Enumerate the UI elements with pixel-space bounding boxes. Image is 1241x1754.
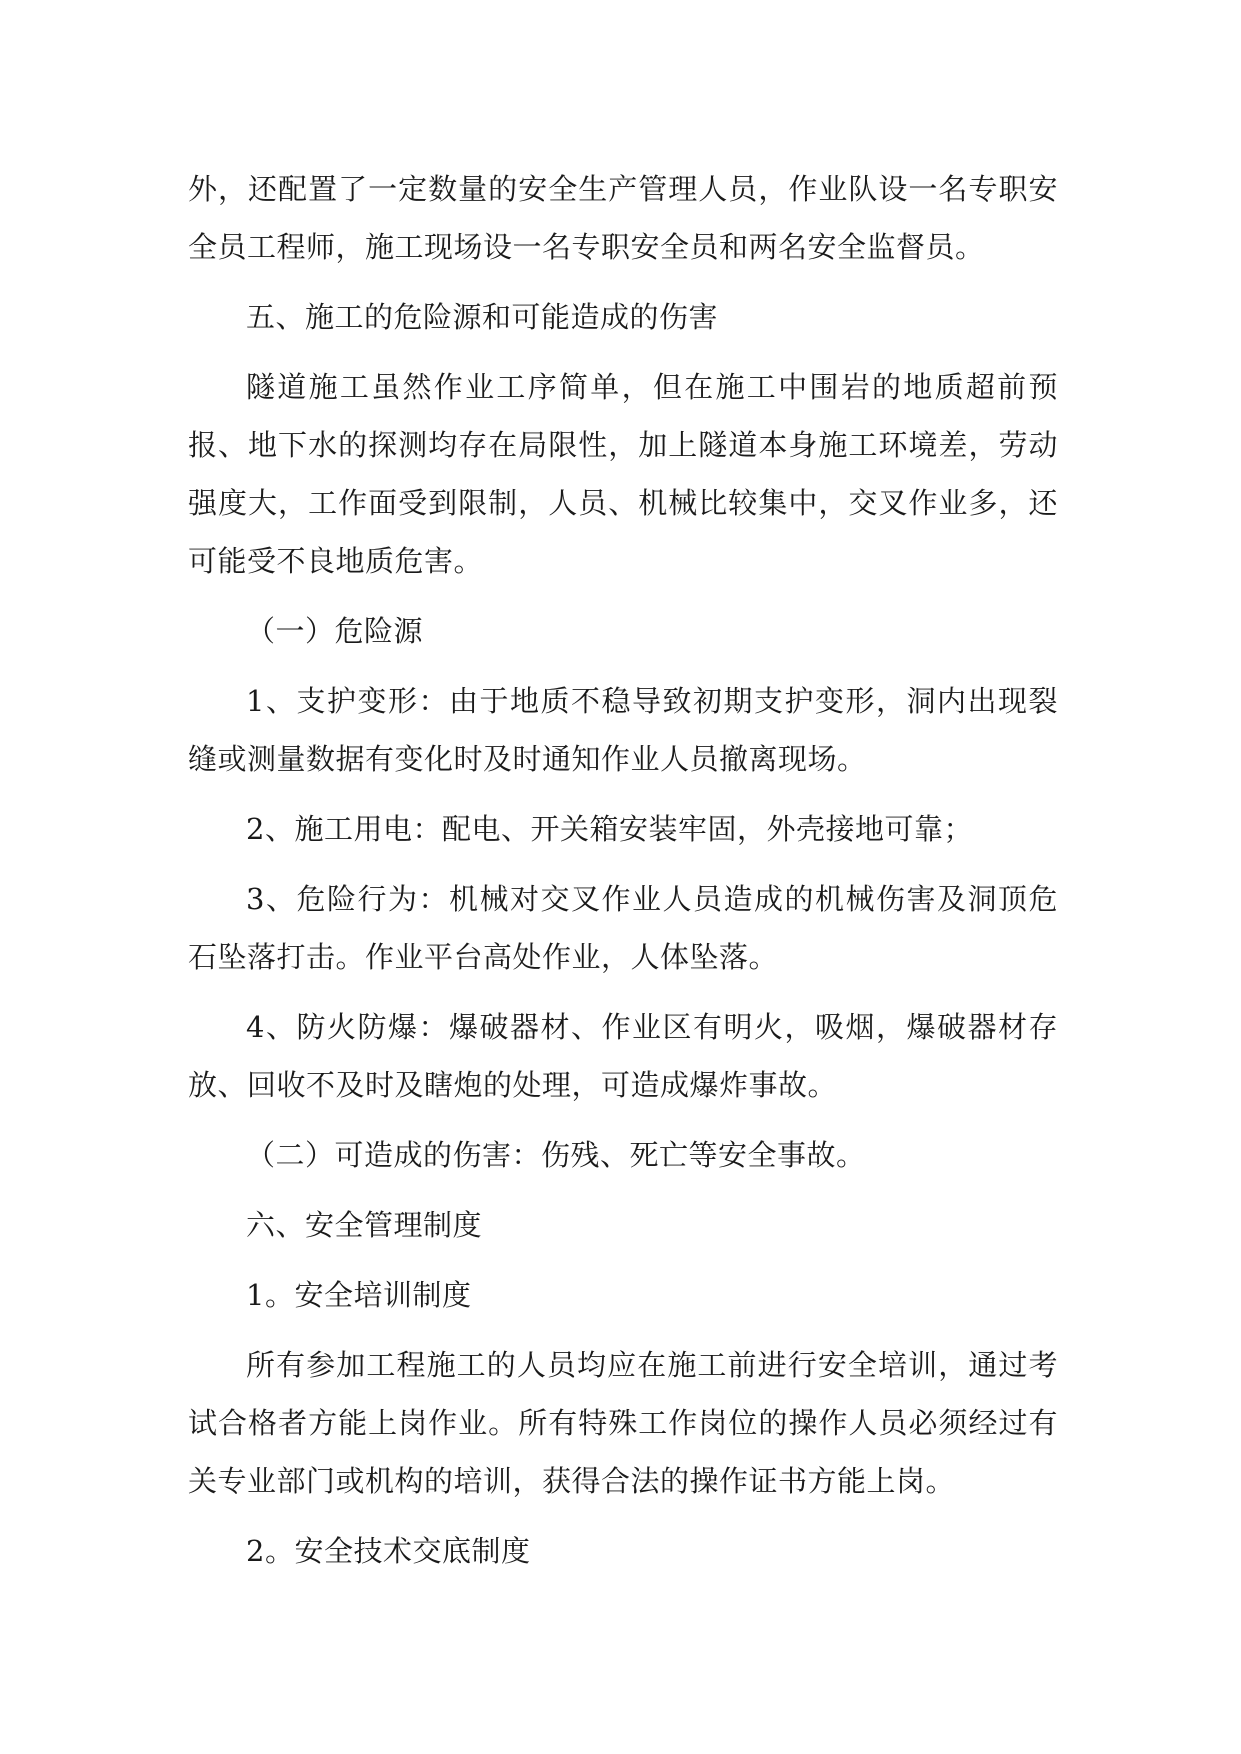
subheading-technical-briefing: 2。安全技术交底制度 xyxy=(246,1534,531,1568)
paragraph-safety-training: 所有参加工程施工的人员均应在施工前进行安全培训，通过考试合格者方能上岗作业。所有特殊工作岗位的操作人员必须经过有关专业部门或机构的培训，获得合法的操作证书方能上岗。 xyxy=(188,1348,1058,1498)
paragraph-continuation: 外，还配置了一定数量的安全生产管理人员，作业队设一名专职安全员工程师，施工现场设一名专职安全员和两名安全监督员。 xyxy=(188,172,1058,264)
paragraph-tunnel-construction: 隧道施工虽然作业工序简单，但在施工中围岩的地质超前预报、地下水的探测均存在局限性，加上隧道本身施工环境差，劳动强度大，工作面受到限制，人员、机械比较集中，交叉作业多，还可能受不良地质危害。 xyxy=(188,370,1058,578)
list-item-dangerous-behavior: 3、危险行为：机械对交叉作业人员造成的机械伤害及洞顶危石坠落打击。作业平台高处作业，人体坠落。 xyxy=(188,882,1058,974)
section-heading-safety-management: 六、安全管理制度 xyxy=(246,1208,483,1242)
subheading-hazard-sources: （一）危险源 xyxy=(246,614,424,648)
subheading-possible-harm: （二）可造成的伤害：伤残、死亡等安全事故。 xyxy=(246,1138,866,1172)
list-item-fire-explosion: 4、防火防爆：爆破器材、作业区有明火，吸烟，爆破器材存放、回收不及时及瞎炮的处理，可造成爆炸事故。 xyxy=(188,1010,1058,1102)
list-item-construction-power: 2、施工用电：配电、开关箱安装牢固，外壳接地可靠； xyxy=(246,812,973,846)
list-item-support-deformation: 1、支护变形：由于地质不稳导致初期支护变形，洞内出现裂缝或测量数据有变化时及时通知作业人员撤离现场。 xyxy=(188,684,1058,776)
document-body xyxy=(188,160,1058,1592)
section-heading-hazards: 五、施工的危险源和可能造成的伤害 xyxy=(246,300,719,334)
subheading-safety-training: 1。安全培训制度 xyxy=(246,1278,472,1312)
